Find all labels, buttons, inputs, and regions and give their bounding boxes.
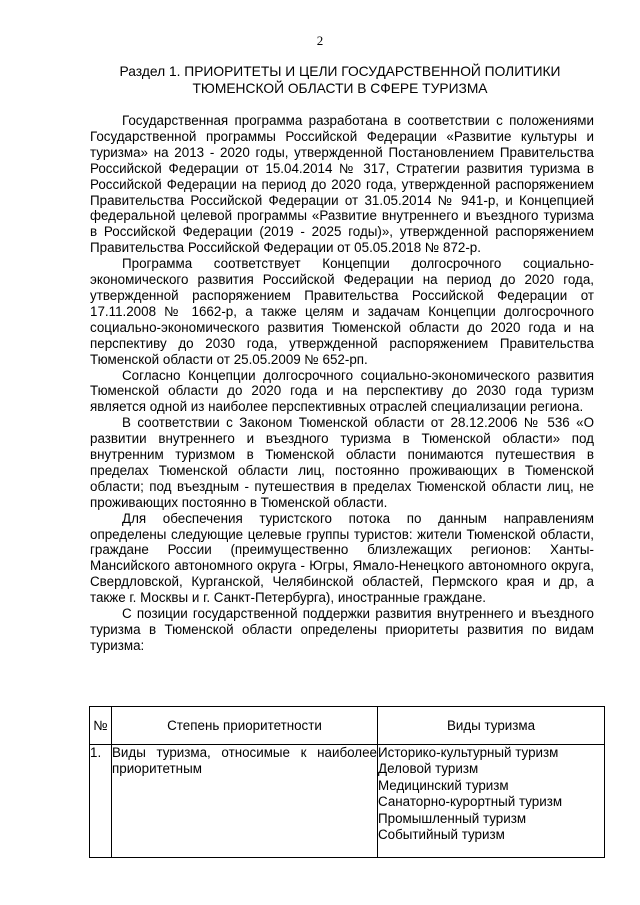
section-title-line-1: Раздел 1. ПРИОРИТЕТЫ И ЦЕЛИ ГОСУДАРСТВЕННОЙ ПОЛИТИКИ xyxy=(119,64,561,79)
tourism-type-item: Деловой туризм xyxy=(378,761,479,777)
tourism-type-item: Событийный туризм xyxy=(378,827,505,843)
table-header-row xyxy=(90,707,605,745)
section-title xyxy=(90,63,590,97)
tourism-type-item: Медицинский туризм xyxy=(378,777,509,793)
row-priority-degree: Виды туризма, относимые к наиболее приоритетным xyxy=(112,745,378,858)
paragraph: С позиции государственной поддержки развития внутреннего и въездного туризма в Тюменской области определены приоритеты развития по видам туризма: xyxy=(90,606,594,653)
header-priority-degree: Степень приоритетности xyxy=(112,707,378,745)
section-title-line-2: ТЮМЕНСКОЙ ОБЛАСТИ В СФЕРЕ ТУРИЗМА xyxy=(192,81,488,96)
paragraph: В соответствии с Законом Тюменской области от 28.12.2006 № 536 «О развитии внутреннего и въездного туризма в Тюменской области» под внутренним туризмом в Тюменской области понимаются путешествия в пределах Тюменской области лиц, постоянно проживающих в Тюменской области; под въездным - путешествия в пределах Тюменской области лиц, не проживающих постоянно в Тюменской области. xyxy=(90,415,594,510)
paragraph: Программа соответствует Концепции долгосрочного социально-экономического развития Российской Федерации на период до 2020 года, утвержденной распоряжением Правительства Российской Федерации от 17.11.2008 № 1662-р, а также целям и задачам Концепции долгосрочного социально-экономического развития Тюменской области до 2020 года и на перспективу до 2030 года, утвержденной распоряжением Правительства Тюменской области от 25.05.2009 № 652-рп. xyxy=(90,256,594,367)
row-tourism-types xyxy=(378,745,605,858)
header-number: № xyxy=(90,707,112,745)
page-number: 2 xyxy=(316,33,324,48)
paragraph: Для обеспечения туристского потока по данным направлениям определены следующие целевые группы туристов: жители Тюменской области, граждане России (преимущественно близлежащих регионов: Ханты-Мансийского автономного округа - Югры, Ямало-Ненецкого автономного округа, Свердловской, Курганской, Челябинской областей, Пермского края и др, а также г. Москвы и г. Санкт-Петербурга), иностранные граждане. xyxy=(90,510,594,606)
tourism-type-item: Санаторно-курортный туризм xyxy=(378,794,563,810)
table-row xyxy=(90,745,605,858)
paragraph: Согласно Концепции долгосрочного социально-экономического развития Тюменской области до 2020 года и на перспективу до 2030 года туризм является одной из наиболее перспективных отраслей специализации региона. xyxy=(90,367,594,415)
body-text xyxy=(90,113,594,654)
tourism-priority-table xyxy=(89,706,605,858)
paragraph: Государственная программа разработана в соответствии с положениями Государственной программы Российской Федерации «Развитие культуры и туризма» на 2013 - 2020 годы, утвержденной Постановлением Правительства Российской Федерации от 15.04.2014 № 317, Стратегии развития туризма в Российской Федерации на период до 2020 года, утвержденной распоряжением Правительства Российской Федерации от 31.05.2014 № 941-р, и Концепцией федеральной целевой программы «Развитие внутреннего и въездного туризма в Российской Федерации (2019 - 2025 годы)», утвержденной распоряжением Правительства Российской Федерации от 05.05.2018 № 872-р. xyxy=(90,113,594,256)
row-number: 1. xyxy=(90,745,112,858)
tourism-type-item: Промышленный туризм xyxy=(378,810,527,826)
header-tourism-types: Виды туризма xyxy=(378,707,605,745)
tourism-type-item: Историко-культурный туризм xyxy=(378,745,559,760)
